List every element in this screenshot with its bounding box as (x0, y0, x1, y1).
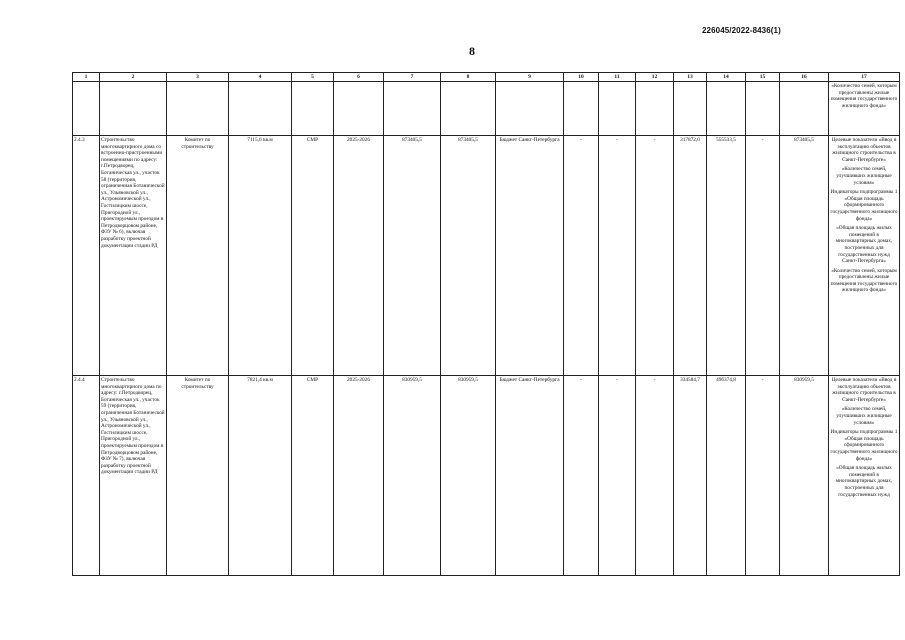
indicator-text: «Количество семей, которым предоставлены жилые помещения государственного жилищного фонда» (830, 83, 898, 109)
period: 2025-2026 (334, 376, 384, 576)
value-cell: 873405,5 (780, 136, 829, 376)
value-cell: - (636, 136, 674, 376)
header-cell: 2 (100, 73, 167, 82)
indicator-text: «Общая площадь жилых помещений в многоквартирных домах, построенных для государственных нужд Санкт-Петербурга» (835, 225, 893, 265)
header-cell: 6 (334, 73, 384, 82)
indicators (829, 376, 900, 576)
executor: Комитет по строительству (167, 376, 229, 576)
value-cell: - (564, 136, 599, 376)
value-cell: - (746, 136, 780, 376)
header-cell: 14 (707, 73, 746, 82)
value-cell: - (599, 136, 636, 376)
value-cell: - (636, 376, 674, 576)
executor: Комитет по строительству (167, 136, 229, 376)
object-name: Строительство многоквартирного дома по адресу: г.Петродворец, Ботаническая ул., участок 59 (территория, ограниченная Ботанической ул., Ульяновской ул., Астрономической ул., Гостилицким шоссе, Пригородной ул., проектируемым проездом в Петродворцовом районе, ФЗУ № 7), включая разработку проектной документации стадии РД (100, 376, 167, 576)
indicator-text: Целевые показатели «Ввод в эксплуатацию объектов жилищного строительства в Санкт-Петербурге» (831, 377, 897, 403)
row-number: 2.4.3 (73, 136, 100, 376)
table-row (73, 376, 900, 576)
row-number: 2.4.4 (73, 376, 100, 576)
value-cell: - (599, 376, 636, 576)
total-cost: 873405,5 (384, 136, 441, 376)
indicators (829, 136, 900, 376)
value-cell: 830959,5 (780, 376, 829, 576)
header-cell: 12 (636, 73, 674, 82)
header-cell: 15 (746, 73, 780, 82)
funding-source: Бюджет Санкт-Петербурга (496, 136, 564, 376)
value-cell: - (564, 376, 599, 576)
program-table (72, 72, 900, 576)
value-cell: 555533,5 (707, 136, 746, 376)
header-cell: 5 (292, 73, 334, 82)
header-cell: 11 (599, 73, 636, 82)
header-cell: 16 (780, 73, 829, 82)
stage: СМР (292, 136, 334, 376)
indicator-text: «Количество семей, улучшивших жилищные условия» (836, 166, 892, 186)
period: 2025-2026 (334, 136, 384, 376)
object-name: Строительство многоквартирного дома со встроенно-пристроенными помещениями по адресу: г.Петродворец, Ботаническая ул., участок 58 (территория, ограниченная Ботанической ул., Ульяновской ул., Астрономической ул., Гостилицким шоссе, Пригородной ул., проектируемым проездом в Петродворцовом районе, ФЗУ № 6), включая разработку проектной документации стадии РД (100, 136, 167, 376)
indicator-text: Индикаторы подпрограммы 1 «Общая площадь сформированного государственного жилищного фонда» (830, 189, 898, 222)
header-cell: 9 (496, 73, 564, 82)
header-cell: 17 (829, 73, 900, 82)
total-cost: 830959,5 (384, 376, 441, 576)
header-cell: 1 (73, 73, 100, 82)
header-cell: 7 (384, 73, 441, 82)
continuation-row (73, 82, 900, 136)
capacity: 7821,4 кв.м (229, 376, 292, 576)
indicator-text: «Количество семей, улучшивших жилищные условия» (836, 406, 892, 426)
value-cell: - (746, 376, 780, 576)
stage: СМР (292, 376, 334, 576)
value-cell: 317872,0 (674, 136, 707, 376)
indicator-text: Индикаторы подпрограммы 1 «Общая площадь сформированного государственного жилищного фонда» (830, 429, 898, 462)
indicator-text: Целевые показатели «Ввод в эксплуатацию объектов жилищного строительства в Санкт-Петербурге» (831, 137, 897, 163)
page-number: 8 (469, 44, 475, 58)
table-row (73, 136, 900, 376)
value-cell: 334584,7 (674, 376, 707, 576)
indicator-text: «Количество семей, которым предоставлены жилые помещения государственного жилищного фонда» (830, 267, 898, 294)
funding-source: Бюджет Санкт-Петербурга (496, 376, 564, 576)
document-number: 226045/2022-8436(1) (702, 26, 781, 35)
header-cell: 8 (441, 73, 496, 82)
header-cell: 10 (564, 73, 599, 82)
header-cell: 13 (674, 73, 707, 82)
indicator-text: «Общая площадь жилых помещений в многоквартирных домах, построенных для государственных нужд (835, 465, 893, 498)
header-cell: 3 (167, 73, 229, 82)
total-cost-2: 830959,5 (441, 376, 496, 576)
header-row (73, 73, 900, 82)
value-cell: 496374,8 (707, 376, 746, 576)
header-cell: 4 (229, 73, 292, 82)
total-cost-2: 873405,5 (441, 136, 496, 376)
capacity: 7115,6 кв.м (229, 136, 292, 376)
